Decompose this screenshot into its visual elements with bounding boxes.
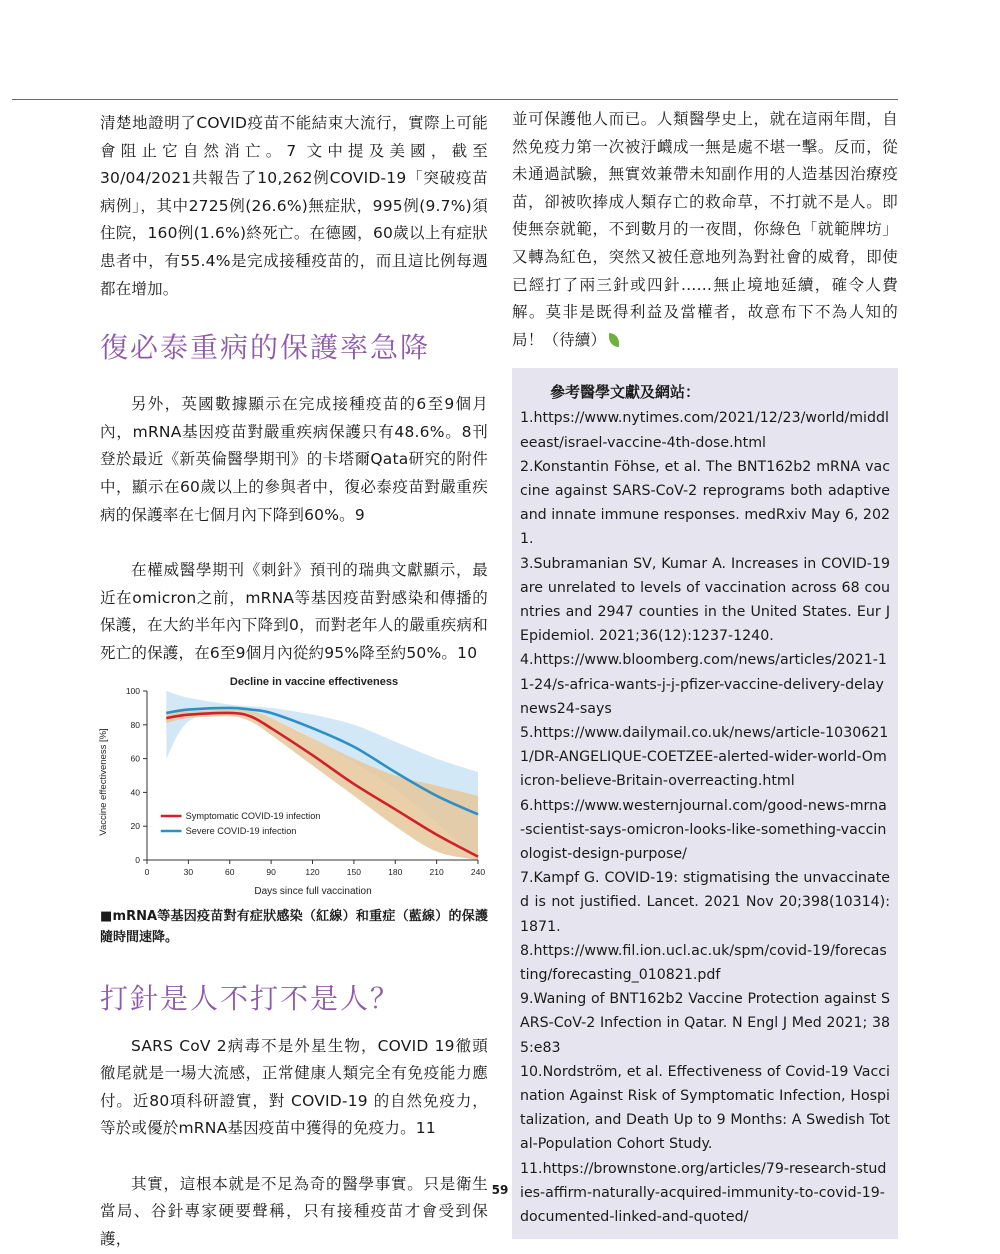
x-tick-label: 240 — [470, 866, 486, 877]
chart-xlabel: Days since full vaccination — [254, 885, 372, 897]
reference-item: 11.https://brownstone.org/articles/79-research-studies-affirm-naturally-acquired-immunity-to-covid-19-documented-linked-and-quoted/ — [520, 1160, 887, 1226]
y-tick-label: 40 — [130, 786, 140, 797]
y-tick-label: 20 — [130, 820, 140, 831]
x-tick-label: 30 — [183, 866, 194, 877]
y-tick-label: 80 — [130, 719, 140, 730]
x-tick-label: 0 — [144, 866, 150, 877]
chart-svg — [100, 674, 488, 896]
legend-label: Symptomatic COVID-19 infection — [185, 810, 321, 821]
paragraph-lancet: 在權威醫學期刊《刺針》預刊的瑞典文獻顯示，最近在omicron之前，mRNA等基因疫苗對感染和傳播的保護，在大約半年內下降到0，而對老年人的嚴重疾病和死亡的保護，在6至9個月內從約95%降至約50%。10 — [100, 561, 488, 662]
reference-item: 3.Subramanian SV, Kumar A. Increases in COVID-19 are unrelated to levels of vaccination across 68 countries and 2947 counties in the United States. Eur J Epidemiol. 2021;36(12):1237-1240. — [520, 555, 890, 645]
references-box — [512, 368, 898, 1239]
section-heading-booster-protection: 復必泰重病的保護率急降 — [100, 331, 431, 365]
header-rule — [12, 99, 898, 100]
x-tick-label: 150 — [346, 866, 361, 877]
section-heading-vaccine-pressure: 打針是人不打不是人？ — [100, 981, 401, 1015]
legend-label: Severe COVID-19 infection — [185, 825, 297, 836]
leaf-icon — [609, 333, 619, 347]
reference-item: 1.https://www.nytimes.com/2021/12/23/world/middleeast/israel-vaccine-4th-dose.html — [520, 410, 889, 451]
y-tick-label: 60 — [130, 753, 140, 764]
reference-item: 4.https://www.bloomberg.com/news/articles/2021-11-24/s-africa-wants-j-j-pfizer-vaccine-delivery-delaynews24-says — [520, 652, 887, 717]
references-list — [520, 406, 890, 1229]
x-tick-label: 120 — [305, 866, 320, 877]
x-tick-label: 210 — [429, 866, 444, 877]
y-tick-label: 0 — [135, 854, 140, 865]
chart-title: Decline in vaccine effectiveness — [229, 675, 399, 688]
right-column — [512, 106, 898, 1239]
x-tick-label: 180 — [388, 866, 403, 877]
paragraph-sars: SARS CoV 2病毒不是外星生物，COVID 19徹頭徹尾就是一場大流感，正常健康人類完全有免疫能力應付。近80項科研證實，對 COVID-19 的自然免疫力，等於或優於mRNA基因疫苗中獲得的免疫力。11 — [100, 1036, 488, 1138]
reference-item: 6.https://www.westernjournal.com/good-news-mrna-scientist-says-omicron-looks-like-something-vaccinologist-design-purpose/ — [520, 797, 887, 862]
left-column — [100, 110, 488, 1254]
reference-item: 5.https://www.dailymail.co.uk/news/article-10306211/DR-ANGELIQUE-COETZEE-alerted-wider-world-Omicron-believe-Britain-overreacting.html — [520, 724, 889, 790]
figure-caption: ■mRNA等基因疫苗對有症狀感染（紅線）和重症（藍線）的保護隨時間速降。 — [100, 908, 488, 945]
page-number: 59 — [491, 1183, 509, 1197]
x-tick-label: 60 — [225, 866, 235, 877]
vaccine-effectiveness-chart — [100, 674, 488, 948]
paragraph-fact: 其實，這根本就是不足為奇的醫學事實。只是衛生當局、谷針專家硬要聲稱，只有接種疫苗才會受到保護， — [100, 1174, 488, 1249]
paragraph-intro: 清楚地證明了COVID疫苗不能結束大流行，實際上可能會阻止它自然消亡。7 文中提及美國，截至30/04/2021共報告了10,262例COVID-19「突破疫苗病例」，其中2725例(26.6%)無症狀，995例(9.7%)須住院，160例(1.6%)終死亡。在德國，60歲以上有症狀患者中，有55.4%是完成接種疫苗的，而且這比例每週都在增加。 — [100, 114, 488, 298]
reference-item: 8.https://www.fil.ion.ucl.ac.uk/spm/covid-19/forecasting/forecasting_010821.pdf — [520, 942, 887, 984]
x-tick-label: 90 — [266, 866, 276, 877]
chart-ylabel: Vaccine effectiveness [%] — [98, 727, 109, 836]
paragraph-continued-text: 並可保護他人而已。人類醫學史上，就在這兩年間，自然免疫力第一次被汙衊成一無是處不堪一擊。反而，從未通過試驗，無實效兼帶未知副作用的人造基因治療疫苗，卻被吹捧成人類存亡的救命草，不打就不是人。即使無奈就範，不到數月的一夜間，你綠色「就範牌坊」又轉為紅色，突然又被任意地列為對社會的威脅，即使已經打了兩三針或四針……無止境地延續，確令人費解。莫非是既得利益及當權者，故意布下不為人知的局！（待續） — [512, 110, 898, 349]
y-tick-label: 100 — [125, 685, 140, 696]
reference-item: 10.Nordström, et al. Effectiveness of Covid-19 Vaccination Against Risk of Symptomatic Infection, Hospitalization, and Death Up to 9 Months: A Swedish Total-Population Cohort Study. — [520, 1063, 890, 1153]
reference-item: 7.Kampf G. COVID-19: stigmatising the unvaccinated is not justified. Lancet. 2021 Nov 20;398(10314):1871. — [520, 870, 890, 935]
reference-item: 9.Waning of BNT162b2 Vaccine Protection against SARS-CoV-2 Infection in Qatar. N Engl J Med 2021; 385:e83 — [520, 991, 890, 1056]
paragraph-continued — [512, 106, 898, 354]
paragraph-uk-data: 另外，英國數據顯示在完成接種疫苗的6至9個月內，mRNA基因疫苗對嚴重疾病保護只有48.6%。8刊登於最近《新英倫醫學期刊》的卡塔爾Qata研究的附件中，顯示在60歲以上的參與者中，復必泰疫苗對嚴重疾病的保護率在七個月內下降到60%。9 — [100, 395, 488, 524]
reference-item: 2.Konstantin Föhse, et al. The BNT162b2 mRNA vaccine against SARS-CoV-2 reprograms both adaptive and innate immune responses. medRxiv May 6, 2021. — [520, 458, 890, 548]
references-title: 參考醫學文獻及網站： — [550, 383, 701, 402]
